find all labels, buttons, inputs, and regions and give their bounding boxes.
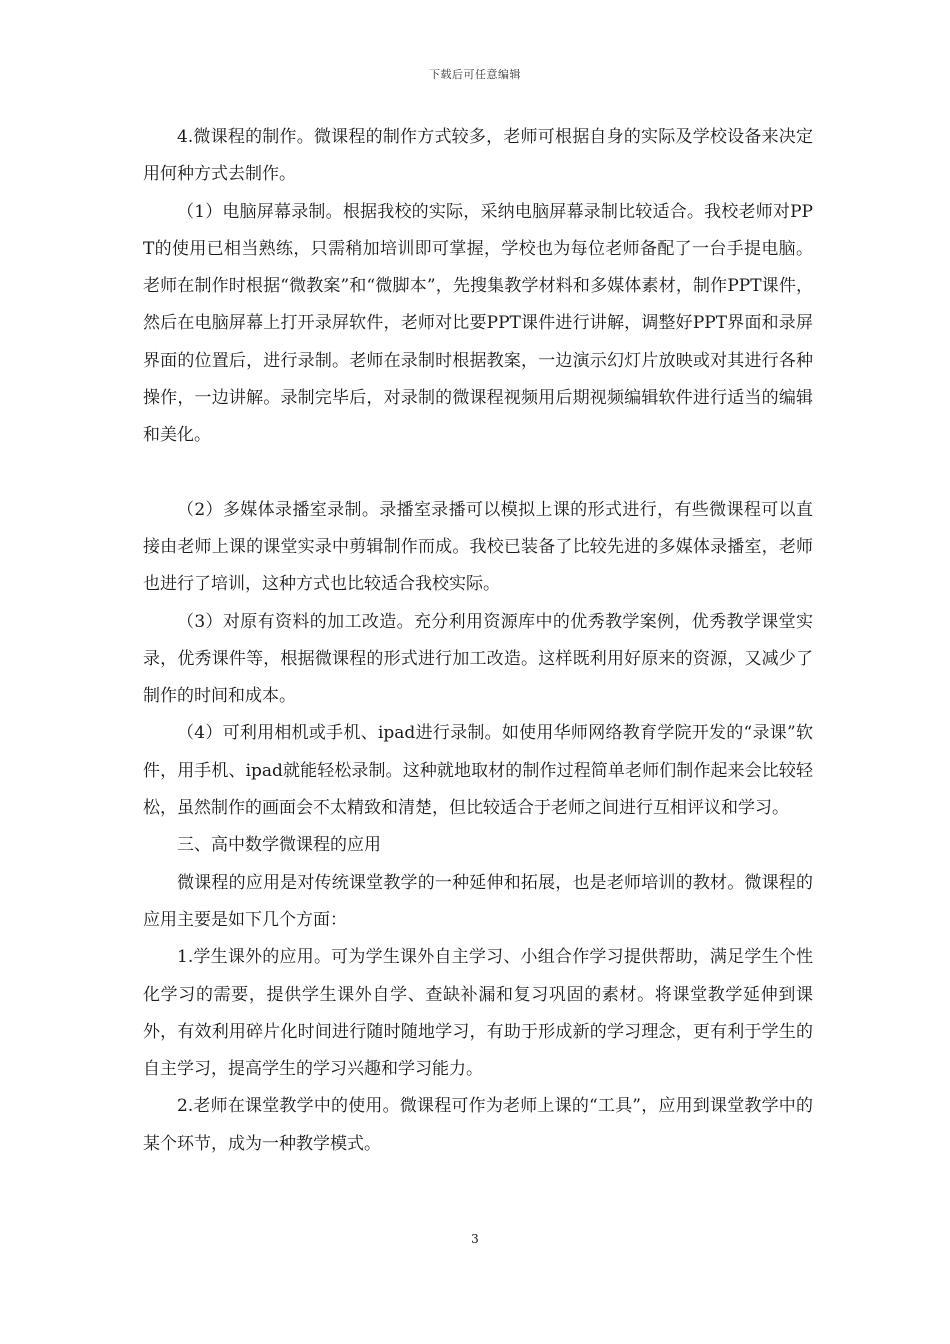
- paragraph-classroom-use: 2.老师在课堂教学中的使用。微课程可作为老师上课的“工具”，应用到课堂教学中的某个环节，成为一种教学模式。: [143, 1096, 813, 1154]
- paragraph-screen-recording: （1）电脑屏幕录制。根据我校的实际，采纳电脑屏幕录制比较适合。我校老师对PPT的使用已相当熟练，只需稍加培训即可掌握，学校也为每位老师备配了一台手提电脑。老师在制作时根据“微教案”和“微脚本”，先搜集教学材料和多媒体素材，制作PPT课件，然后在电脑屏幕上打开录屏软件，老师对比要PPT课件进行讲解，调整好PPT界面和录屏界面的位置后，进行录制。老师在录制时根据教案，一边演示幻灯片放映或对其进行各种操作，一边讲解。录制完毕后，对录制的微课程视频用后期视频编辑软件进行适当的编辑和美化。: [143, 201, 813, 446]
- document-body: [143, 119, 813, 1163]
- paragraph-studio-recording: （2）多媒体录播室录制。录播室录播可以模拟上课的形式进行，有些微课程可以直接由老师上课的课堂实录中剪辑制作而成。我校已装备了比较先进的多媒体录播室，老师也进行了培训，这种方式也比较适合我校实际。: [143, 499, 813, 595]
- section-heading-application: 三、高中数学微课程的应用: [177, 835, 381, 856]
- paragraph-student-use: 1.学生课外的应用。可为学生课外自主学习、小组合作学习提供帮助，满足学生个性化学习的需要，提供学生课外自学、查缺补漏和复习巩固的素材。将课堂教学延伸到课外，有效利用碎片化时间进行随时随地学习，有助于形成新的学习理念，更有利于学生的自主学习，提高学生的学习兴趣和学习能力。: [143, 947, 813, 1080]
- paragraph-application-intro: 微课程的应用是对传统课堂教学的一种延伸和拓展，也是老师培训的教材。微课程的应用主要是如下几个方面：: [143, 872, 813, 930]
- paragraph-production-methods: 4.微课程的制作。微课程的制作方式较多，老师可根据自身的实际及学校设备来决定用何种方式去制作。: [143, 127, 813, 185]
- page-header: 下载后可任意编辑: [429, 68, 521, 81]
- page-number: 3: [471, 1232, 479, 1246]
- paragraph-material-adaptation: （3）对原有资料的加工改造。充分利用资源库中的优秀教学案例，优秀教学课堂实录，优秀课件等，根据微课程的形式进行加工改造。这样既利用好原来的资源，又减少了制作的时间和成本。: [143, 611, 813, 707]
- paragraph-mobile-recording: （4）可利用相机或手机、ipad进行录制。如使用华师网络教育学院开发的“录课”软件，用手机、ipad就能轻松录制。这种就地取材的制作过程简单老师们制作起来会比较轻松，虽然制作的画面会不太精致和清楚，但比较适合于老师之间进行互相评议和学习。: [143, 723, 813, 819]
